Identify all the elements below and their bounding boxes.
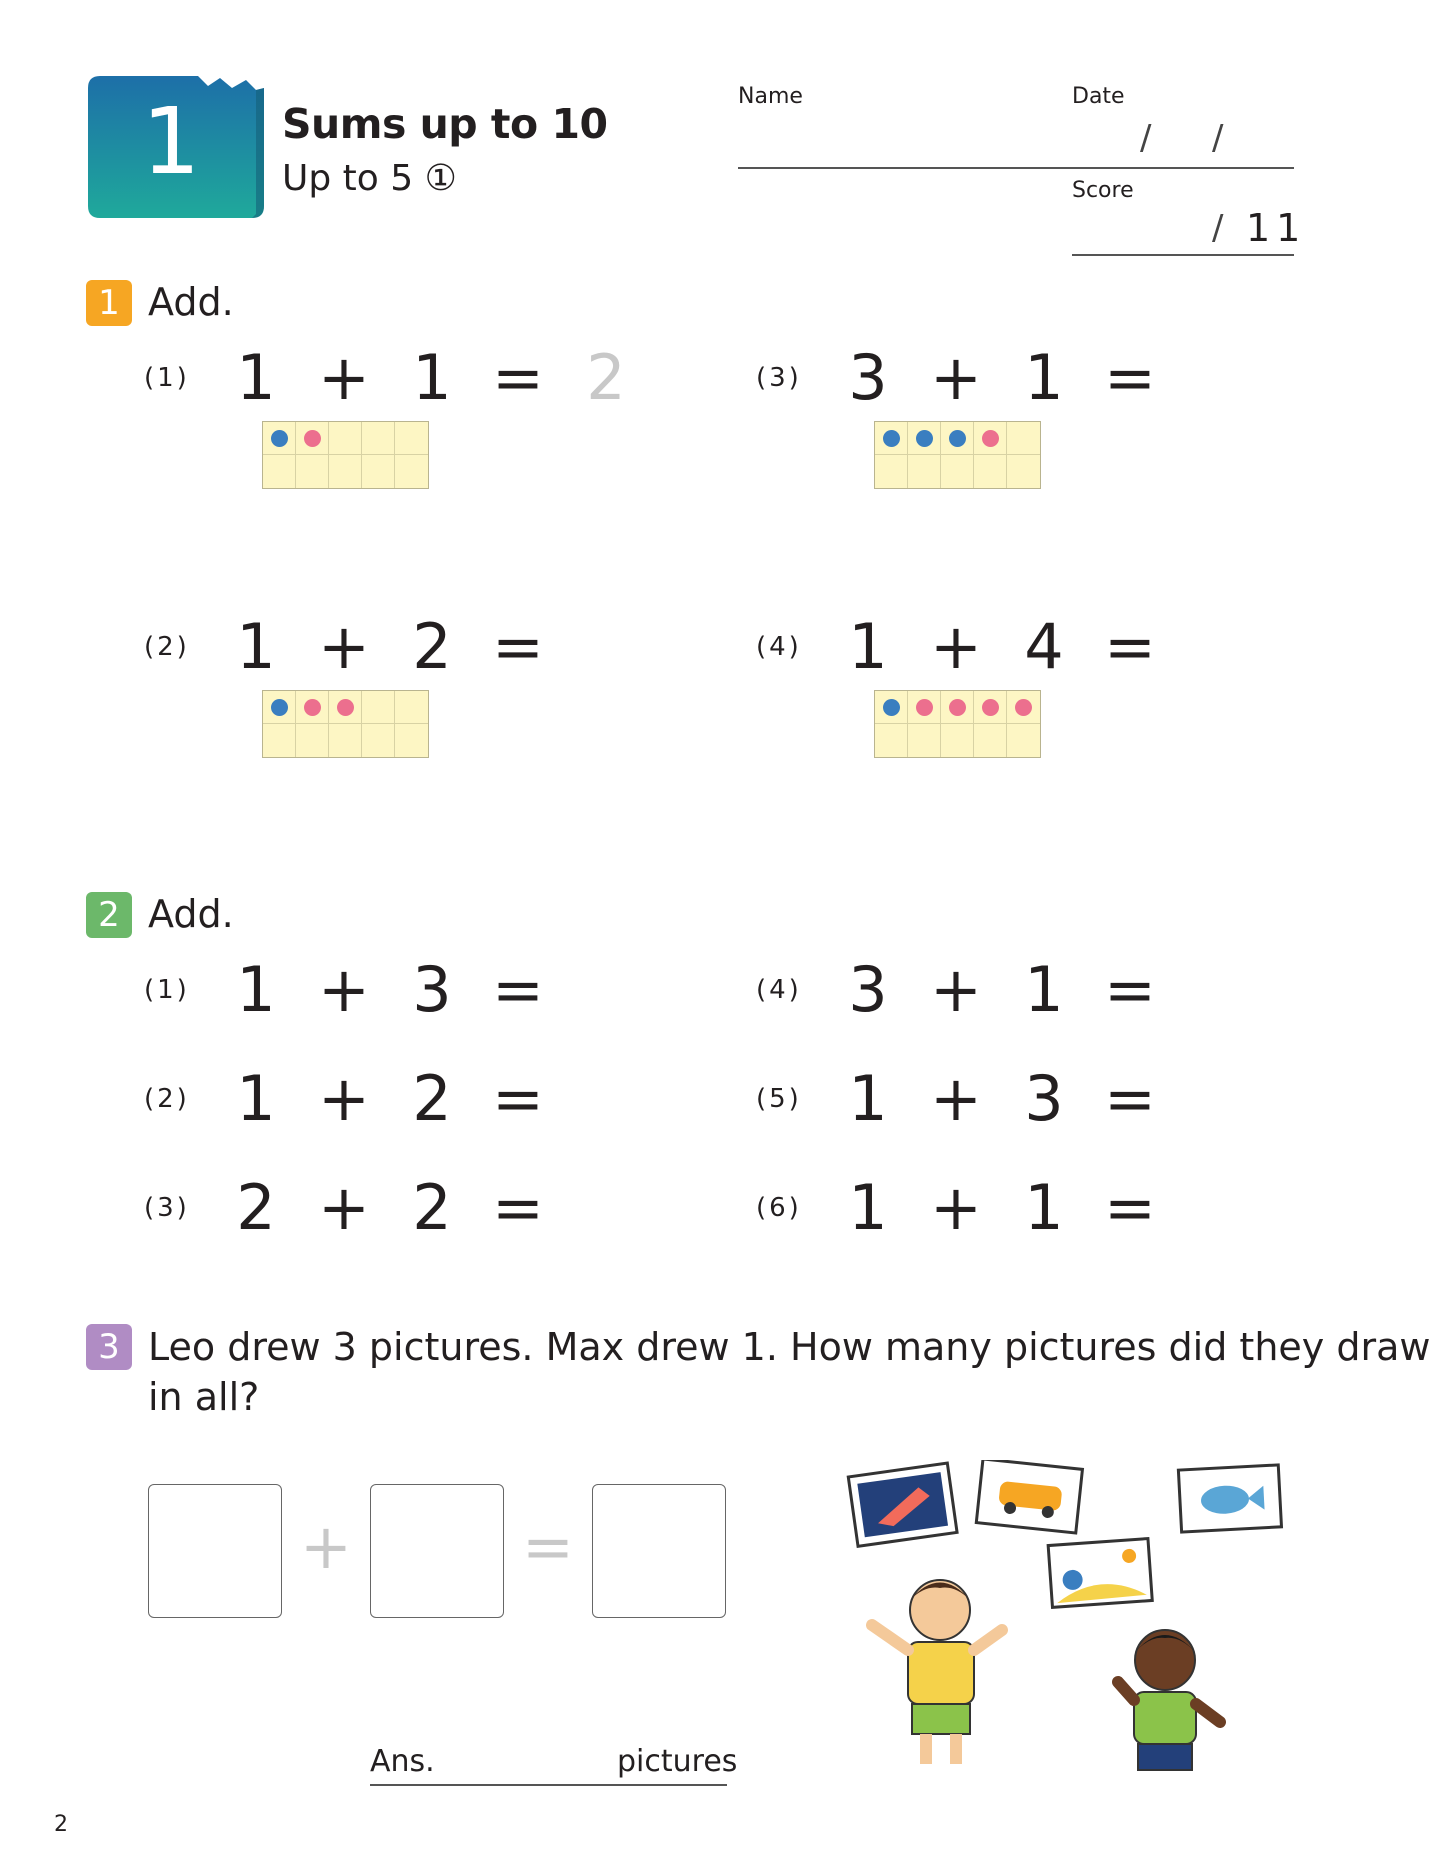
word-problem-line-1: Leo drew 3 pictures. Max drew 1. How many pictures did they draw — [148, 1325, 1431, 1369]
equation-1-4: 1 + 4 = — [848, 610, 1156, 683]
date-label: Date — [1072, 84, 1125, 109]
equation-2-5: 1 + 3 = — [848, 1062, 1156, 1135]
page-title: Sums up to 10 — [282, 100, 608, 148]
equation-1-1: 1 + 1 = 2 — [226, 343, 646, 413]
page-subtitle: Up to 5 ① — [282, 158, 457, 199]
addend-box-1[interactable] — [148, 1484, 282, 1618]
score-slash: / — [1212, 208, 1224, 248]
equation-1-2: 1 + 2 = — [236, 610, 544, 683]
plus-sign: + — [300, 1510, 352, 1583]
score-total: 11 — [1246, 206, 1307, 250]
section-1-title: Add. — [148, 280, 234, 324]
equation-2-2: 1 + 2 = — [236, 1062, 544, 1135]
name-label: Name — [738, 84, 803, 109]
section-3-badge — [86, 1324, 132, 1370]
ten-frame — [262, 421, 429, 489]
word-problem-line-2: in all? — [148, 1375, 260, 1419]
date-slash-1: / — [1140, 118, 1152, 158]
section-2-number: 2 — [98, 895, 120, 935]
unit-badge — [86, 74, 266, 220]
equation-1-3: 3 + 1 = — [848, 341, 1156, 414]
problem-label: (2) — [144, 632, 190, 662]
sample-answer: 2 — [586, 341, 626, 414]
section-2-title: Add. — [148, 892, 234, 936]
equation-2-3: 2 + 2 = — [236, 1171, 544, 1244]
ten-frame — [874, 690, 1041, 758]
problem-label: (4) — [756, 975, 802, 1005]
name-date-line[interactable] — [738, 167, 1294, 169]
section-1-number: 1 — [98, 283, 120, 323]
problem-label: (3) — [756, 363, 802, 393]
problem-label: (1) — [144, 363, 190, 393]
score-line[interactable] — [1072, 254, 1294, 256]
equation-2-6: 1 + 1 = — [848, 1171, 1156, 1244]
problem-label: (2) — [144, 1084, 190, 1114]
equation-2-1: 1 + 3 = — [236, 953, 544, 1026]
sum-box[interactable] — [592, 1484, 726, 1618]
kids-drawing-illustration — [840, 1460, 1290, 1775]
problem-label: (4) — [756, 632, 802, 662]
equation-2-4: 3 + 1 = — [848, 953, 1156, 1026]
section-1-badge — [86, 280, 132, 326]
score-label: Score — [1072, 178, 1134, 203]
section-3-number: 3 — [98, 1327, 120, 1367]
unit-number: 1 — [141, 88, 201, 195]
page-number: 2 — [54, 1812, 68, 1837]
problem-label: (5) — [756, 1084, 802, 1114]
answer-label: Ans. — [370, 1744, 435, 1779]
ten-frame — [262, 690, 429, 758]
equals-sign: = — [522, 1510, 574, 1583]
section-2-badge — [86, 892, 132, 938]
addend-box-2[interactable] — [370, 1484, 504, 1618]
ten-frame — [874, 421, 1041, 489]
answer-unit: pictures — [617, 1744, 738, 1779]
date-slash-2: / — [1212, 118, 1224, 158]
problem-label: (6) — [756, 1193, 802, 1223]
problem-label: (3) — [144, 1193, 190, 1223]
problem-label: (1) — [144, 975, 190, 1005]
answer-line[interactable] — [370, 1784, 727, 1786]
